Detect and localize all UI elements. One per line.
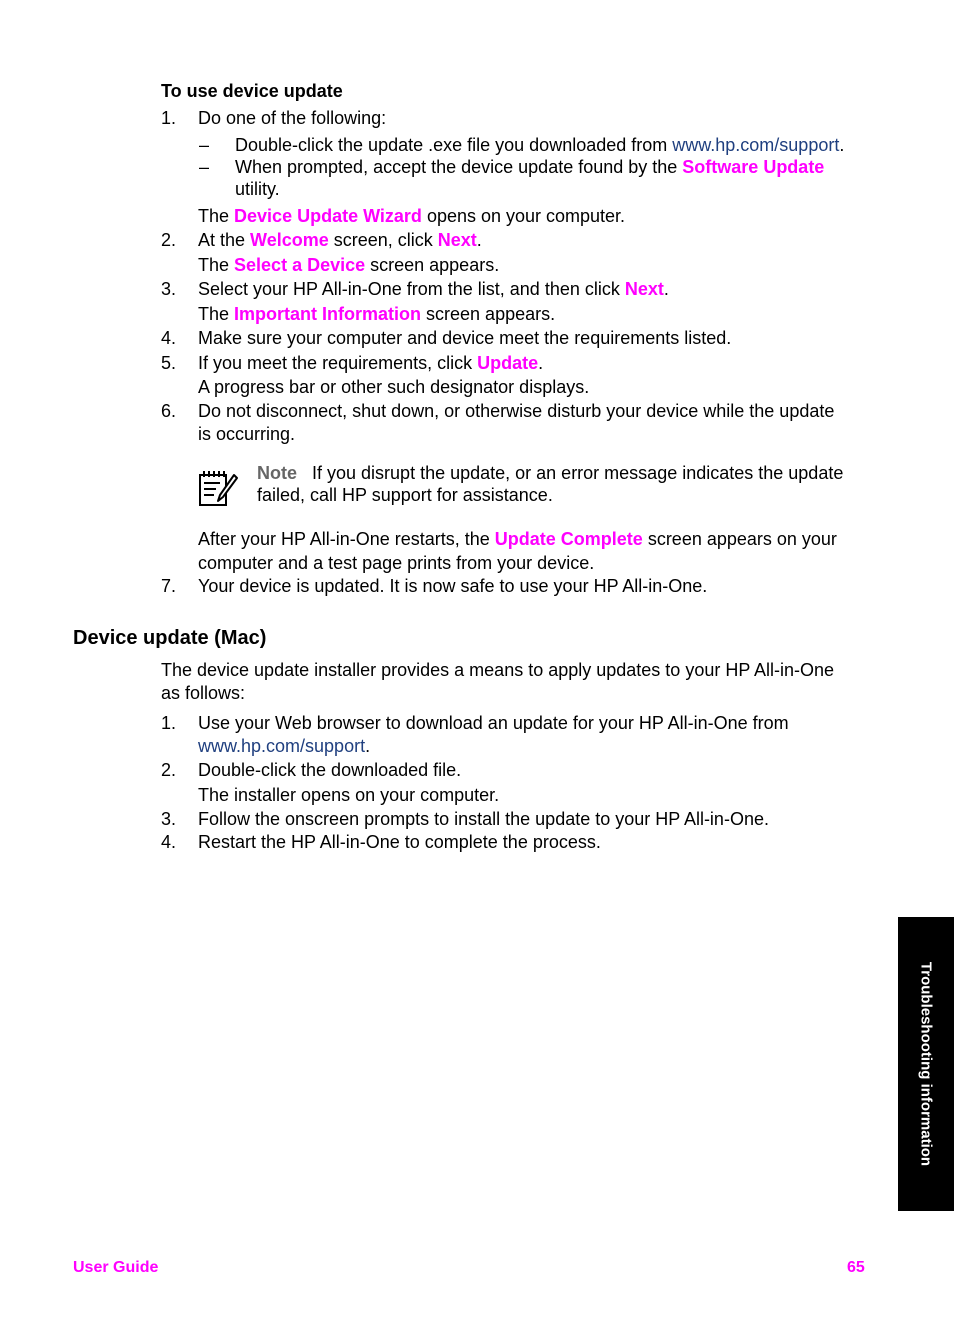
after-text-continued: computer and a test page prints from your device. (198, 553, 595, 573)
ui-term: Next (437, 230, 477, 250)
step-text-continued: www.hp.com/support. (198, 736, 371, 756)
after-text: After your HP All-in-One restarts, the Update Complete screen appears on your (198, 529, 837, 549)
section-heading: Device update (Mac) (73, 627, 267, 649)
bullet-dash: – (199, 157, 210, 177)
hp-support-link[interactable]: www.hp.com/support (198, 736, 366, 756)
step-number: 7. (161, 576, 177, 596)
step-result: The Device Update Wizard opens on your computer. (198, 206, 626, 226)
bullet-text-continued: utility. (235, 179, 280, 199)
ui-term: Welcome (250, 230, 329, 250)
chapter-side-tab-label: Troubleshooting information (917, 961, 935, 1167)
ui-term: Update (477, 353, 539, 373)
step-result: The Important Information screen appears. (198, 304, 556, 324)
step-number: 4. (161, 832, 177, 852)
step-number: 1. (161, 713, 177, 733)
step-text: Select your HP All-in-One from the list, and then click Next. (198, 279, 669, 299)
step-text: Do not disconnect, shut down, or otherwise disturb your device while the update (198, 401, 835, 421)
footer-title: User Guide (73, 1259, 159, 1276)
step-text: Your device is updated. It is now safe to use your HP All-in-One. (198, 576, 708, 596)
note-line: Note If you disrupt the update, or an error message indicates the update (257, 463, 844, 483)
ui-term: Device Update Wizard (234, 206, 422, 226)
step-number: 4. (161, 328, 177, 348)
step-text-continued: is occurring. (198, 424, 296, 444)
ui-term: Software Update (682, 157, 825, 177)
step-number: 1. (161, 108, 177, 128)
step-text: Use your Web browser to download an update for your HP All-in-One from (198, 713, 789, 733)
step-text: Double-click the downloaded file. (198, 760, 462, 780)
ui-term: Important Information (234, 304, 422, 324)
notepad-icon (196, 465, 240, 509)
step-text: Do one of the following: (198, 108, 387, 128)
step-text: Restart the HP All-in-One to complete the process. (198, 832, 601, 852)
step-result: The Select a Device screen appears. (198, 255, 500, 275)
step-number: 3. (161, 279, 177, 299)
step-number: 6. (161, 401, 177, 421)
intro-text: The device update installer provides a means to apply updates to your HP All-in-One (161, 660, 835, 680)
page-number: 65 (847, 1259, 865, 1276)
bullet-dash: – (199, 135, 210, 155)
step-text: Follow the onscreen prompts to install the update to your HP All-in-One. (198, 809, 769, 829)
chapter-side-tab (898, 917, 954, 1211)
bullet-text: Double-click the update .exe file you downloaded from www.hp.com/support. (235, 135, 845, 155)
note-line-continued: failed, call HP support for assistance. (257, 485, 553, 505)
step-number: 2. (161, 760, 177, 780)
step-result: The installer opens on your computer. (198, 785, 500, 805)
ui-term: Update Complete (494, 529, 643, 549)
step-text: At the Welcome screen, click Next. (198, 230, 482, 250)
step-text: If you meet the requirements, click Update. (198, 353, 544, 373)
step-result: A progress bar or other such designator displays. (198, 377, 590, 397)
step-number: 2. (161, 230, 177, 250)
bullet-text: When prompted, accept the device update found by the Software Update (235, 157, 825, 177)
note-label: Note (257, 463, 297, 483)
step-number: 5. (161, 353, 177, 373)
ui-term: Select a Device (234, 255, 366, 275)
ui-term: Next (624, 279, 664, 299)
procedure-heading: To use device update (161, 81, 343, 101)
intro-text-continued: as follows: (161, 683, 246, 703)
hp-support-link[interactable]: www.hp.com/support (672, 135, 840, 155)
step-number: 3. (161, 809, 177, 829)
step-text: Make sure your computer and device meet the requirements listed. (198, 328, 732, 348)
